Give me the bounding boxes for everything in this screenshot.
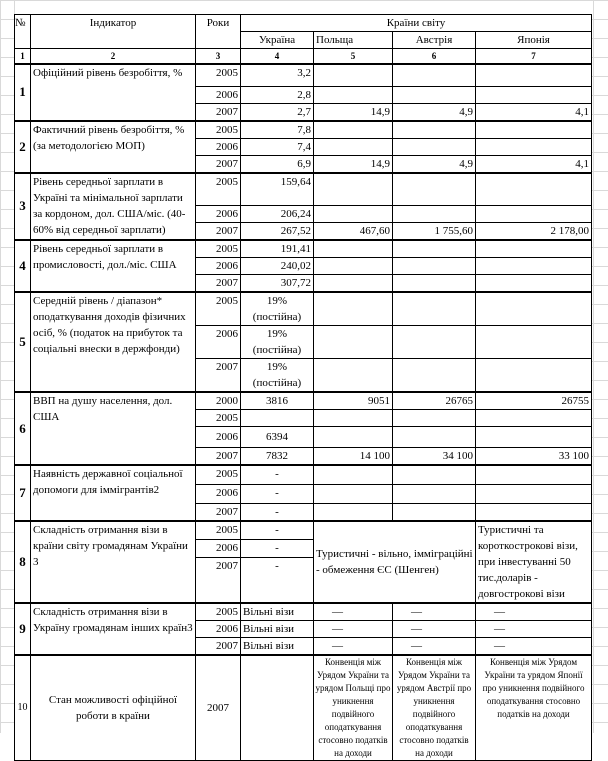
- austria-cell: [393, 292, 476, 326]
- year-cell: 2005: [196, 240, 241, 258]
- ukraine-cell: 6394: [241, 427, 314, 448]
- row-index: 8: [15, 521, 31, 603]
- indicator-label: Фактичний рівень безробіття, % (за методологією МОП): [31, 121, 196, 174]
- indicators-table: [14, 14, 592, 761]
- japan-cell: [476, 484, 592, 503]
- poland-cell: 467,60: [314, 222, 393, 240]
- japan-cell: [476, 121, 592, 139]
- header-years: Роки: [196, 15, 241, 49]
- year-cell: 2006: [196, 258, 241, 275]
- year-cell: 2005: [196, 173, 241, 205]
- indicator-label: Офіційний рівень безробіття, %: [31, 64, 196, 121]
- header-indicator: Індикатор: [31, 15, 196, 49]
- year-cell: 2006: [196, 139, 241, 156]
- austria-convention-cell: Конвенція між Урядом України та урядом Австрії про уникнення подвійного оподаткування стосовно податків на доходи: [393, 655, 476, 761]
- japan-cell: [476, 240, 592, 258]
- year-cell: 2005: [196, 292, 241, 326]
- poland-cell: [314, 427, 393, 448]
- ukraine-cell: Вільні візи: [241, 637, 314, 655]
- ukraine-cell: 307,72: [241, 275, 314, 293]
- year-cell: 2005: [196, 603, 241, 621]
- indicator-label: ВВП на душу населення, дол. США: [31, 392, 196, 465]
- japan-cell: [476, 139, 592, 156]
- ukraine-cell: 240,02: [241, 258, 314, 275]
- poland-cell: [314, 275, 393, 293]
- poland-cell: [314, 64, 393, 86]
- poland-cell: [314, 292, 393, 326]
- austria-cell: [393, 410, 476, 427]
- austria-cell: [393, 326, 476, 359]
- japan-cell: [476, 503, 592, 521]
- sheet-gridline: [593, 0, 594, 733]
- year-cell: 2007: [196, 222, 241, 240]
- colnum: 6: [393, 49, 476, 65]
- row-index: 2: [15, 121, 31, 174]
- ukraine-cell: 19% (постійна): [241, 359, 314, 393]
- colnum: 3: [196, 49, 241, 65]
- japan-cell: [476, 173, 592, 205]
- poland-cell: —: [314, 603, 393, 621]
- ukraine-cell: 7,8: [241, 121, 314, 139]
- colnum: 4: [241, 49, 314, 65]
- row-index: 4: [15, 240, 31, 293]
- austria-cell: [393, 427, 476, 448]
- ukraine-cell: [241, 410, 314, 427]
- ukraine-cell: 7832: [241, 448, 314, 466]
- ukraine-cell: [241, 655, 314, 761]
- ukraine-cell: 206,24: [241, 205, 314, 222]
- austria-cell: 4,9: [393, 103, 476, 121]
- ukraine-cell: 3,2: [241, 64, 314, 86]
- austria-cell: [393, 503, 476, 521]
- year-cell: 2006: [196, 205, 241, 222]
- ukraine-cell: 19% (постійна): [241, 292, 314, 326]
- ukraine-cell: 2,7: [241, 103, 314, 121]
- year-cell: 2007: [196, 637, 241, 655]
- poland-cell: [314, 173, 393, 205]
- poland-cell: [314, 503, 393, 521]
- header-austria: Австрія: [393, 32, 476, 49]
- row-index: 5: [15, 292, 31, 392]
- poland-cell: —: [314, 620, 393, 637]
- year-cell: 2007: [196, 156, 241, 174]
- poland-cell: —: [314, 637, 393, 655]
- austria-cell: 26765: [393, 392, 476, 410]
- japan-cell: —: [476, 620, 592, 637]
- japan-cell: 4,1: [476, 156, 592, 174]
- colnum: 2: [31, 49, 196, 65]
- year-cell: 2005: [196, 121, 241, 139]
- year-cell: 2007: [196, 557, 241, 603]
- japan-visa-cell: Туристичні та короткострокові візи, при інвестуванні 50 тис.доларів - довгострокові візи: [476, 521, 592, 603]
- austria-cell: [393, 484, 476, 503]
- indicator-label: Середній рівень / діапазон* оподаткування доходів фізичних осіб, % (податок на прибуток та соціальні внески в держфонди): [31, 292, 196, 392]
- austria-cell: —: [393, 637, 476, 655]
- year-cell: 2007: [196, 503, 241, 521]
- poland-cell: [314, 139, 393, 156]
- year-cell: 2007: [196, 275, 241, 293]
- indicator-label: Стан можливості офіційної роботи в країни: [31, 655, 196, 761]
- year-cell: 2005: [196, 410, 241, 427]
- header-countries: Країни світу: [241, 15, 592, 32]
- austria-cell: —: [393, 620, 476, 637]
- poland-cell: 9051: [314, 392, 393, 410]
- austria-cell: [393, 240, 476, 258]
- ukraine-cell: -: [241, 521, 314, 540]
- indicator-label: Рівень середньої зарплати в Україні та мінімальної зарплати за кордоном, дол. США/міс. (40-60% від середньої зарплати): [31, 173, 196, 240]
- japan-cell: [476, 465, 592, 484]
- austria-cell: [393, 139, 476, 156]
- ukraine-cell: -: [241, 557, 314, 603]
- year-cell: 2006: [196, 427, 241, 448]
- austria-cell: [393, 64, 476, 86]
- year-cell: 2005: [196, 521, 241, 540]
- japan-cell: [476, 86, 592, 103]
- year-cell: 2006: [196, 326, 241, 359]
- row-index: 3: [15, 173, 31, 240]
- indicator-label: Рівень середньої зарплати в промисловості, дол./міс. США: [31, 240, 196, 293]
- poland-cell: [314, 326, 393, 359]
- ukraine-cell: 2,8: [241, 86, 314, 103]
- austria-cell: [393, 465, 476, 484]
- year-cell: 2000: [196, 392, 241, 410]
- row-index: 7: [15, 465, 31, 521]
- poland-cell: [314, 121, 393, 139]
- poland-cell: 14 100: [314, 448, 393, 466]
- austria-cell: 4,9: [393, 156, 476, 174]
- japan-cell: [476, 258, 592, 275]
- japan-cell: [476, 205, 592, 222]
- japan-cell: [476, 275, 592, 293]
- japan-cell: [476, 359, 592, 393]
- year-cell: 2006: [196, 620, 241, 637]
- poland-cell: [314, 258, 393, 275]
- year-cell: 2007: [196, 655, 241, 761]
- ukraine-cell: Вільні візи: [241, 603, 314, 621]
- japan-cell: 26755: [476, 392, 592, 410]
- poland-cell: [314, 465, 393, 484]
- row-index: 10: [15, 655, 31, 761]
- austria-cell: [393, 86, 476, 103]
- ukraine-cell: -: [241, 503, 314, 521]
- colnum: 5: [314, 49, 393, 65]
- austria-cell: [393, 205, 476, 222]
- ukraine-cell: 3816: [241, 392, 314, 410]
- ukraine-cell: 6,9: [241, 156, 314, 174]
- indicator-label: Складність отримання візи в країни світу громадянам України 3: [31, 521, 196, 603]
- japan-convention-cell: Конвенція між Урядом України та урядом Японії про уникнення подвійного оподаткування стосовно податків на доходи: [476, 655, 592, 761]
- austria-cell: —: [393, 603, 476, 621]
- poland-cell: [314, 205, 393, 222]
- year-cell: 2007: [196, 448, 241, 466]
- japan-cell: [476, 410, 592, 427]
- year-cell: 2007: [196, 103, 241, 121]
- austria-cell: 34 100: [393, 448, 476, 466]
- austria-cell: [393, 359, 476, 393]
- row-index: 9: [15, 603, 31, 655]
- ukraine-cell: 19% (постійна): [241, 326, 314, 359]
- indicator-label: Наявність державної соціальної допомоги для іммігрантів2: [31, 465, 196, 521]
- header-japan: Японія: [476, 32, 592, 49]
- year-cell: 2006: [196, 86, 241, 103]
- poland-cell: [314, 359, 393, 393]
- poland-convention-cell: Конвенція між Урядом України та урядом Польщі про уникнення подвійного оподаткування стосовно податків на доходи: [314, 655, 393, 761]
- poland-austria-visa-cell: Туристичні - вільно, імміграційні - обмеження ЄС (Шенген): [314, 521, 476, 603]
- header-poland: Польща: [314, 32, 393, 49]
- year-cell: 2005: [196, 465, 241, 484]
- japan-cell: [476, 326, 592, 359]
- austria-cell: 1 755,60: [393, 222, 476, 240]
- year-cell: 2005: [196, 64, 241, 86]
- ukraine-cell: 191,41: [241, 240, 314, 258]
- poland-cell: 14,9: [314, 156, 393, 174]
- year-cell: 2006: [196, 539, 241, 557]
- austria-cell: [393, 258, 476, 275]
- ukraine-cell: -: [241, 484, 314, 503]
- japan-cell: [476, 427, 592, 448]
- poland-cell: [314, 484, 393, 503]
- japan-cell: —: [476, 637, 592, 655]
- header-num: №: [15, 15, 31, 49]
- japan-cell: 33 100: [476, 448, 592, 466]
- poland-cell: [314, 410, 393, 427]
- colnum: 1: [15, 49, 31, 65]
- ukraine-cell: 267,52: [241, 222, 314, 240]
- ukraine-cell: 7,4: [241, 139, 314, 156]
- colnum: 7: [476, 49, 592, 65]
- japan-cell: 2 178,00: [476, 222, 592, 240]
- japan-cell: [476, 292, 592, 326]
- poland-cell: [314, 240, 393, 258]
- ukraine-cell: 159,64: [241, 173, 314, 205]
- indicator-label: Складність отримання візи в Україну громадянам інших країн3: [31, 603, 196, 655]
- header-ukraine: Україна: [241, 32, 314, 49]
- row-index: 6: [15, 392, 31, 465]
- poland-cell: 14,9: [314, 103, 393, 121]
- austria-cell: [393, 173, 476, 205]
- poland-cell: [314, 86, 393, 103]
- austria-cell: [393, 121, 476, 139]
- ukraine-cell: -: [241, 539, 314, 557]
- row-index: 1: [15, 64, 31, 121]
- japan-cell: [476, 64, 592, 86]
- ukraine-cell: -: [241, 465, 314, 484]
- year-cell: 2006: [196, 484, 241, 503]
- japan-cell: 4,1: [476, 103, 592, 121]
- year-cell: 2007: [196, 359, 241, 393]
- japan-cell: —: [476, 603, 592, 621]
- ukraine-cell: Вільні візи: [241, 620, 314, 637]
- austria-cell: [393, 275, 476, 293]
